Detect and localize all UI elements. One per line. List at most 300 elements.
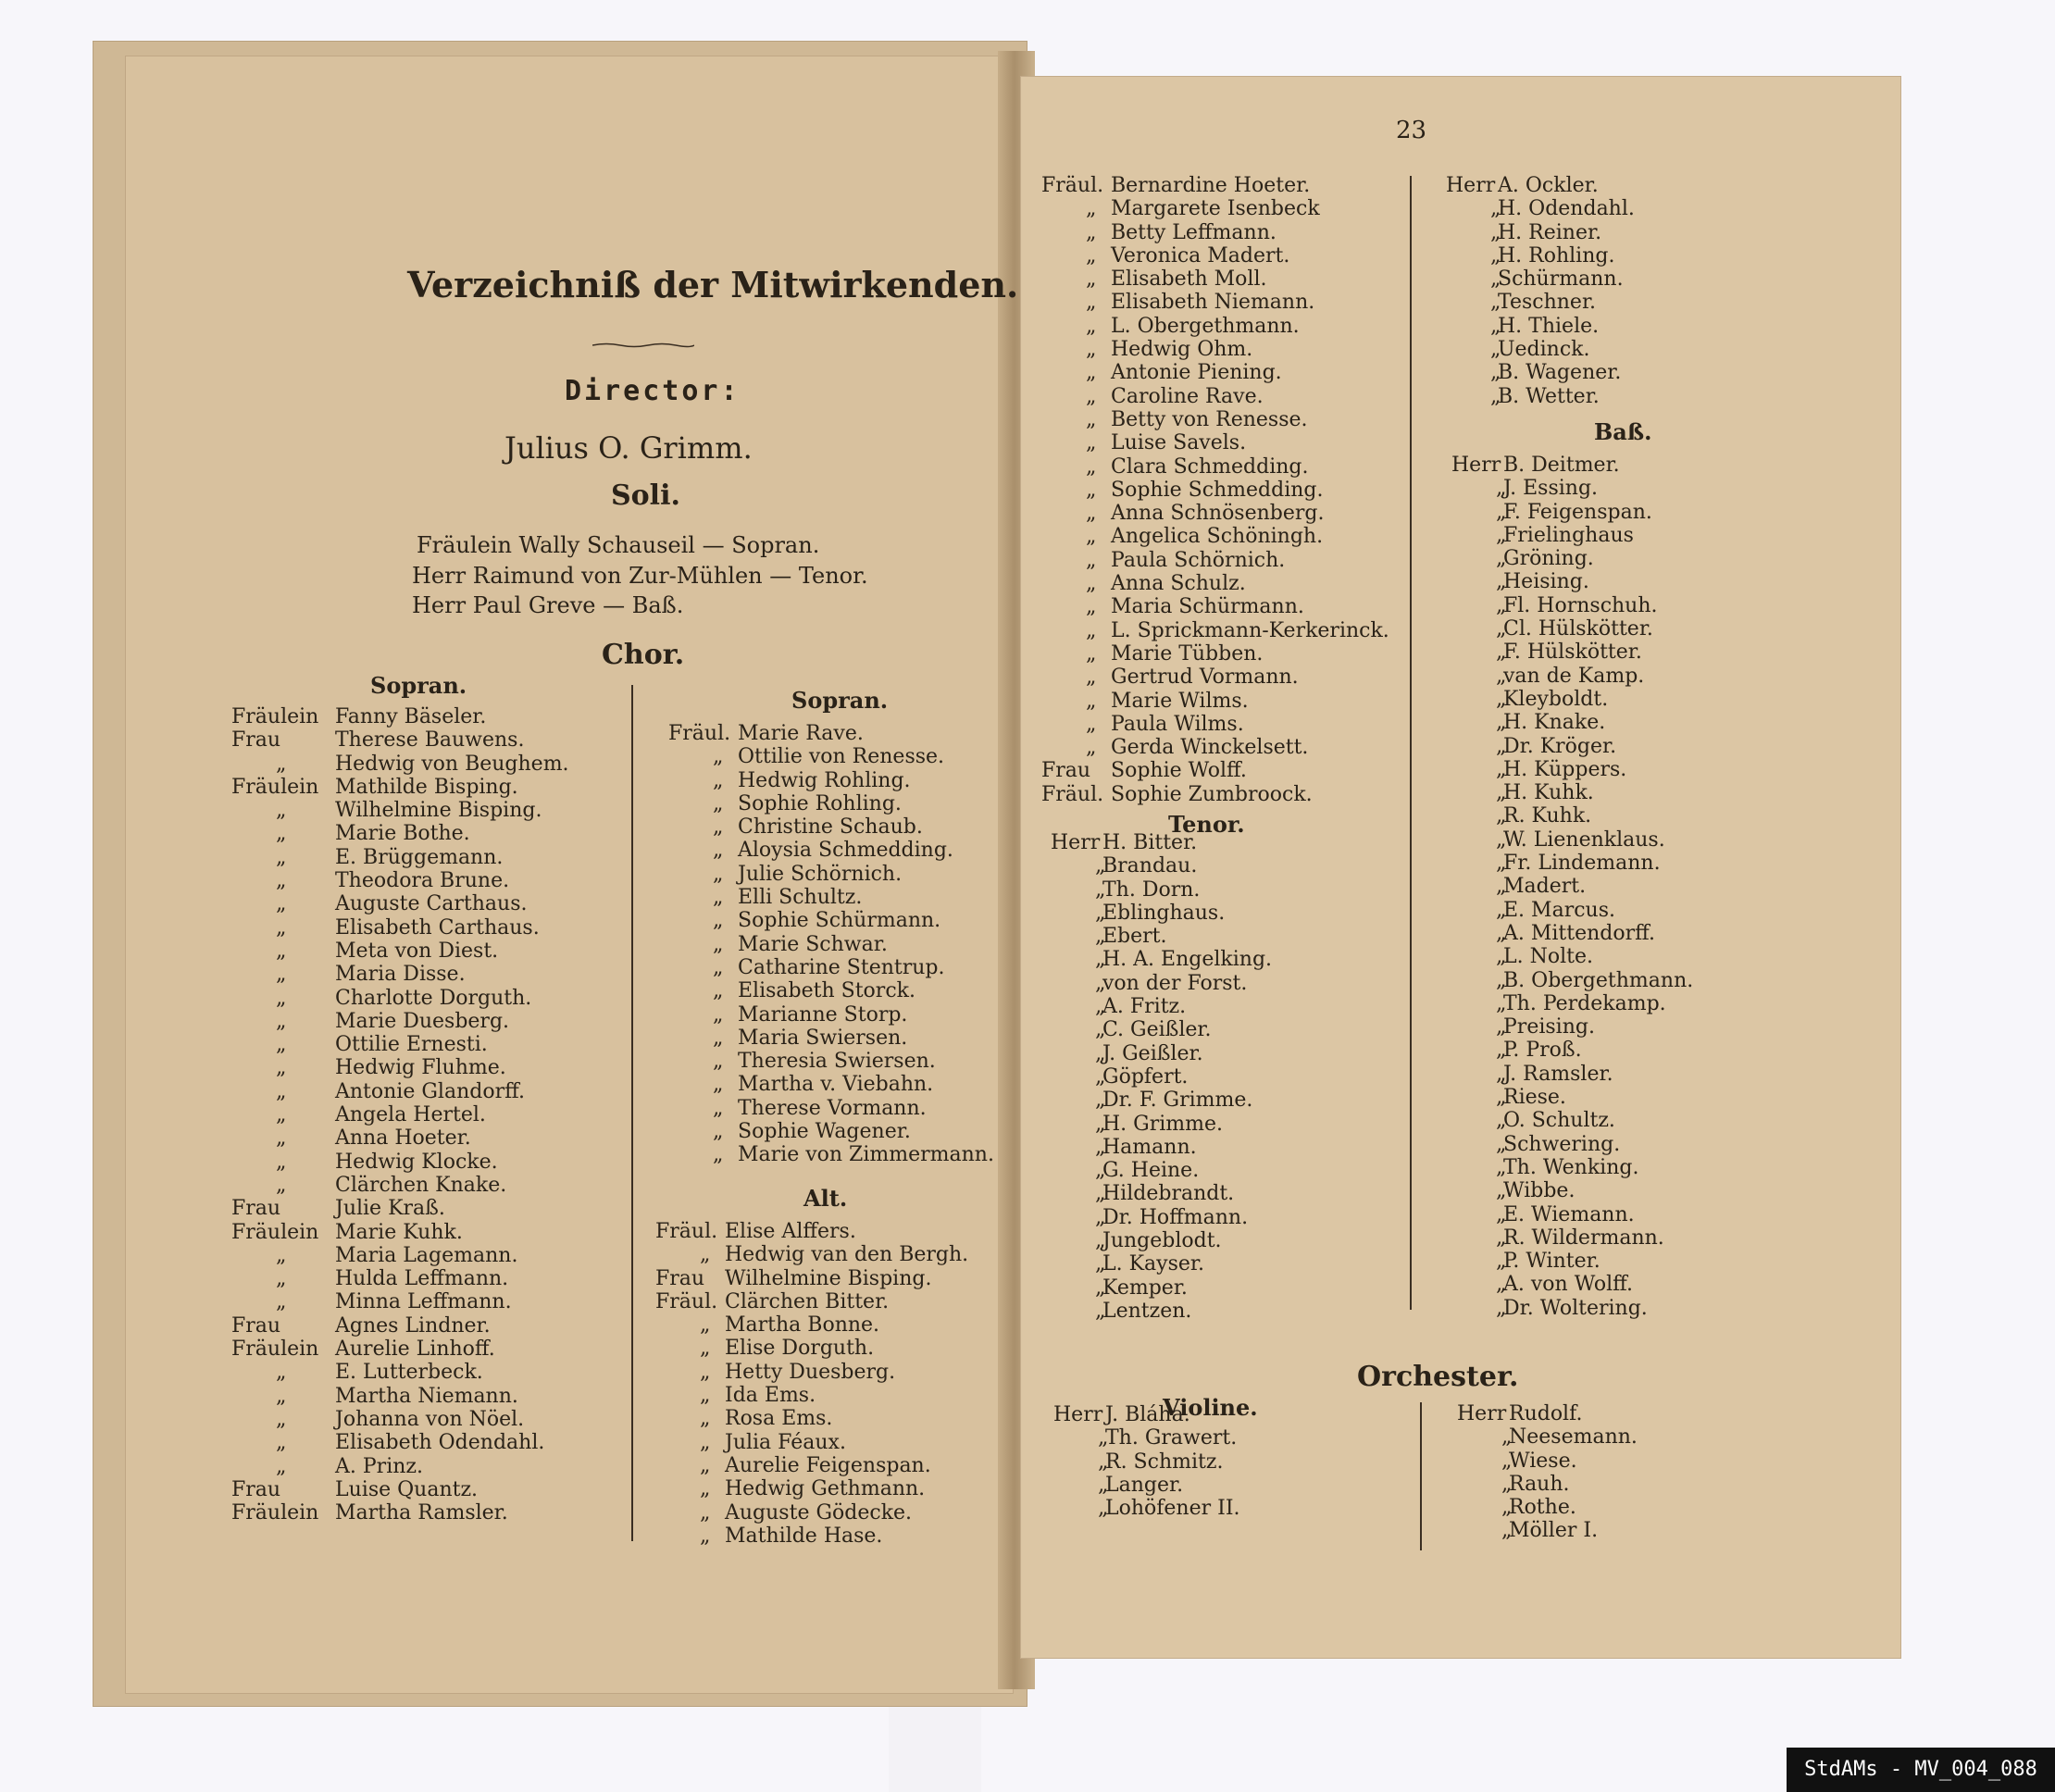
- list-item: [231, 1033, 569, 1056]
- member-name: Caroline Rave.: [1111, 384, 1264, 408]
- member-name: H. Rohling.: [1498, 243, 1615, 268]
- member-name: Wiese.: [1509, 1449, 1577, 1473]
- member-name: Auguste Gödecke.: [725, 1500, 913, 1524]
- sopran-list-2: [668, 722, 994, 1167]
- list-item: [1041, 174, 1389, 197]
- title-prefix: „: [1501, 1519, 1513, 1543]
- list-item: [668, 1003, 994, 1027]
- list-item: [231, 987, 569, 1010]
- member-name: H. Grimme.: [1102, 1112, 1224, 1136]
- list-item: [231, 1361, 569, 1384]
- title-prefix: „: [1496, 757, 1507, 781]
- alt-list-continued: [1041, 174, 1389, 806]
- list-item: [1051, 1206, 1272, 1229]
- title-prefix: „: [1095, 1064, 1106, 1089]
- soli-heading: Soli.: [611, 479, 680, 512]
- list-item: [1051, 1252, 1272, 1276]
- list-item: [668, 1143, 994, 1166]
- member-name: Marianne Storp.: [738, 1002, 908, 1027]
- list-item: [668, 863, 994, 886]
- title-prefix: Fräul.: [1041, 174, 1104, 197]
- title-prefix: „: [1490, 291, 1501, 315]
- title-prefix: „: [276, 869, 287, 893]
- list-item: [231, 1056, 569, 1079]
- list-item: [655, 1524, 968, 1548]
- list-item: [1051, 1089, 1272, 1112]
- violine-list-continued: [1457, 1402, 1638, 1543]
- title-prefix: „: [1086, 220, 1097, 244]
- violine-list: [1053, 1403, 1240, 1520]
- list-item: [1446, 338, 1635, 361]
- title-prefix: „: [276, 845, 287, 869]
- member-name: Julia Féaux.: [725, 1430, 846, 1454]
- list-item: [1446, 291, 1635, 314]
- list-item: [1457, 1425, 1638, 1449]
- member-name: Ida Ems.: [725, 1384, 816, 1408]
- list-item: [655, 1337, 968, 1360]
- member-name: Charlotte Dorguth.: [335, 986, 532, 1010]
- title-prefix: „: [1496, 523, 1507, 547]
- list-item: [1446, 315, 1635, 338]
- list-item: [231, 892, 569, 915]
- member-name: Th. Grawert.: [1105, 1426, 1238, 1450]
- list-item: [1451, 617, 1693, 641]
- list-item: [1446, 385, 1635, 408]
- list-item: [1451, 1086, 1693, 1109]
- list-item: [231, 1126, 569, 1150]
- title-prefix: „: [1496, 1132, 1507, 1156]
- list-item: [1053, 1450, 1240, 1474]
- member-name: von der Forst.: [1102, 971, 1248, 995]
- title-prefix: „: [276, 986, 287, 1010]
- list-item: [1051, 1276, 1272, 1300]
- member-name: E. Wiemann.: [1503, 1202, 1635, 1226]
- alt-heading: Alt.: [803, 1185, 848, 1212]
- list-item: [1446, 268, 1635, 291]
- list-item: [1451, 1179, 1693, 1202]
- member-name: Fr. Lindemann.: [1503, 852, 1661, 876]
- list-item: [668, 909, 994, 932]
- member-name: E. Brüggemann.: [335, 845, 504, 869]
- member-name: Martha Niemann.: [335, 1384, 518, 1408]
- list-item: [1041, 759, 1389, 782]
- title-prefix: „: [713, 862, 724, 886]
- page-title: Verzeichniß der Mitwirkenden.: [407, 264, 1019, 305]
- list-item: [1041, 408, 1389, 431]
- member-name: Marie Tübben.: [1111, 641, 1264, 666]
- member-name: F. Feigenspan.: [1503, 500, 1652, 524]
- list-item: [231, 940, 569, 963]
- violine-heading: Violine.: [1163, 1394, 1258, 1421]
- list-item: [668, 933, 994, 956]
- title-prefix: „: [1086, 689, 1097, 713]
- title-prefix: „: [276, 1361, 287, 1385]
- member-name: Hetty Duesberg.: [725, 1360, 896, 1384]
- title-prefix: „: [276, 1126, 287, 1151]
- title-prefix: „: [1496, 1015, 1507, 1039]
- list-item: [1051, 1159, 1272, 1182]
- title-prefix: „: [1098, 1426, 1109, 1450]
- member-name: Marie Kuhk.: [335, 1220, 463, 1244]
- list-item: [668, 1120, 994, 1143]
- list-item: [231, 776, 569, 799]
- title-prefix: „: [1496, 547, 1507, 571]
- member-name: Elli Schultz.: [738, 886, 863, 910]
- list-item: [1041, 268, 1389, 291]
- list-item: [1041, 690, 1389, 713]
- member-name: R. Kuhk.: [1503, 804, 1592, 828]
- list-item: [1457, 1496, 1638, 1519]
- list-item: [1051, 854, 1272, 877]
- member-name: Riese.: [1503, 1086, 1566, 1110]
- list-item: [1041, 291, 1389, 314]
- title-prefix: „: [700, 1407, 711, 1431]
- title-prefix: „: [1496, 1109, 1507, 1133]
- member-name: H. Bitter.: [1102, 831, 1198, 854]
- list-item: [1041, 525, 1389, 548]
- title-prefix: „: [713, 1120, 724, 1144]
- list-item: [1053, 1426, 1240, 1450]
- member-name: Jungeblodt.: [1102, 1229, 1222, 1253]
- title-prefix: „: [1086, 548, 1097, 572]
- member-name: Heising.: [1503, 570, 1589, 594]
- title-prefix: „: [1496, 711, 1507, 735]
- title-prefix: „: [1086, 431, 1097, 455]
- title-prefix: Frau: [231, 1313, 281, 1338]
- title-prefix: „: [276, 963, 287, 987]
- title-prefix: „: [1095, 1205, 1106, 1229]
- title-prefix: Herr: [1457, 1402, 1507, 1425]
- member-name: Luise Quantz.: [335, 1477, 479, 1501]
- member-name: Marie Schwar.: [738, 932, 888, 956]
- member-name: Th. Perdekamp.: [1503, 991, 1666, 1015]
- list-item: [231, 1408, 569, 1431]
- member-name: E. Marcus.: [1503, 898, 1615, 922]
- list-item: [231, 1151, 569, 1174]
- title-prefix: Frau: [655, 1266, 705, 1290]
- list-item: [1451, 547, 1693, 570]
- title-prefix: „: [1095, 854, 1106, 878]
- member-name: Theresia Swiersen.: [738, 1050, 936, 1074]
- title-prefix: „: [276, 1431, 287, 1455]
- member-name: Lentzen.: [1102, 1299, 1192, 1323]
- title-prefix: „: [1086, 525, 1097, 549]
- list-item: [1051, 1229, 1272, 1252]
- title-prefix: „: [276, 1173, 287, 1197]
- member-name: Sophie Zumbroock.: [1111, 782, 1313, 806]
- list-item: [1451, 852, 1693, 875]
- title-prefix: „: [1095, 901, 1106, 925]
- list-item: [655, 1313, 968, 1337]
- member-name: Ottilie Ernesti.: [335, 1033, 488, 1057]
- list-item: [1451, 1297, 1693, 1320]
- list-item: [1053, 1497, 1240, 1520]
- member-name: Kleyboldt.: [1503, 687, 1609, 711]
- member-name: Rosa Ems.: [725, 1407, 833, 1431]
- member-name: Elisabeth Carthaus.: [335, 915, 540, 940]
- list-item: [1041, 572, 1389, 595]
- title-prefix: „: [700, 1524, 711, 1548]
- title-prefix: „: [1086, 384, 1097, 408]
- member-name: Hamann.: [1102, 1135, 1197, 1159]
- list-item: [1446, 174, 1635, 197]
- member-name: R. Wildermann.: [1503, 1226, 1664, 1250]
- title-prefix: „: [713, 815, 724, 840]
- member-name: Marie Wilms.: [1111, 689, 1249, 713]
- list-item: [1051, 925, 1272, 948]
- list-item: [1451, 1063, 1693, 1086]
- title-prefix: „: [1490, 384, 1501, 408]
- title-prefix: „: [1086, 736, 1097, 760]
- list-item: [1451, 524, 1693, 547]
- member-name: Neesemann.: [1509, 1425, 1638, 1450]
- list-item: [1451, 454, 1693, 477]
- member-name: Kemper.: [1102, 1276, 1188, 1300]
- title-prefix: „: [1086, 572, 1097, 596]
- member-name: H. Knake.: [1503, 711, 1606, 735]
- title-prefix: „: [1496, 593, 1507, 617]
- director-name: Julius O. Grimm.: [504, 430, 753, 466]
- member-name: Mathilde Hase.: [725, 1524, 883, 1548]
- list-item: [231, 1455, 569, 1478]
- list-item: [1451, 945, 1693, 968]
- list-item: [1457, 1519, 1638, 1542]
- member-name: J. Bláha.: [1105, 1403, 1190, 1426]
- title-prefix: „: [713, 979, 724, 1003]
- list-item: [1041, 479, 1389, 502]
- list-item: [1451, 781, 1693, 804]
- member-name: Paula Wilms.: [1111, 712, 1244, 736]
- title-prefix: „: [1086, 666, 1097, 690]
- list-item: [1041, 713, 1389, 736]
- title-prefix: Herr: [1051, 831, 1101, 854]
- member-name: Rothe.: [1509, 1496, 1576, 1520]
- member-name: Schürmann.: [1498, 268, 1624, 292]
- list-item: [1457, 1473, 1638, 1496]
- member-name: Th. Dorn.: [1102, 877, 1201, 902]
- title-prefix: „: [1086, 361, 1097, 385]
- member-name: Marie Duesberg.: [335, 1009, 510, 1033]
- title-prefix: „: [1086, 197, 1097, 221]
- title-prefix: Fräul.: [655, 1220, 718, 1243]
- list-item: [1041, 361, 1389, 384]
- member-name: Elisabeth Storck.: [738, 979, 915, 1003]
- title-prefix: Herr: [1446, 174, 1496, 197]
- title-prefix: „: [1501, 1496, 1513, 1520]
- list-item: [655, 1220, 968, 1243]
- list-item: [231, 1010, 569, 1033]
- list-item: [1051, 1065, 1272, 1089]
- title-prefix: „: [700, 1384, 711, 1408]
- title-prefix: Fräulein: [231, 1220, 319, 1244]
- title-prefix: „: [1490, 361, 1501, 385]
- member-name: Maria Disse.: [335, 963, 466, 987]
- title-prefix: „: [1496, 945, 1507, 969]
- list-item: [1446, 197, 1635, 220]
- list-item: [1041, 595, 1389, 618]
- list-item: [1041, 197, 1389, 220]
- member-name: Martha v. Viebahn.: [738, 1073, 934, 1097]
- member-name: Elisabeth Moll.: [1111, 268, 1267, 292]
- title-prefix: „: [276, 1150, 287, 1174]
- member-name: L. Kayser.: [1102, 1252, 1204, 1276]
- member-name: Aurelie Linhoff.: [335, 1338, 495, 1362]
- member-name: O. Schultz.: [1503, 1109, 1615, 1133]
- list-item: [1051, 972, 1272, 995]
- member-name: Clärchen Bitter.: [725, 1289, 890, 1313]
- list-item: [668, 815, 994, 839]
- title-prefix: „: [1496, 664, 1507, 688]
- title-prefix: Frau: [1041, 759, 1091, 783]
- member-name: Clärchen Knake.: [335, 1173, 507, 1197]
- member-name: Fl. Hornschuh.: [1503, 593, 1658, 617]
- list-item: [1451, 1109, 1693, 1132]
- title-prefix: „: [1501, 1449, 1513, 1473]
- title-prefix: „: [1496, 734, 1507, 758]
- list-item: [1041, 338, 1389, 361]
- title-prefix: Fräul.: [1041, 782, 1104, 806]
- list-item: [231, 1338, 569, 1361]
- member-name: Anna Hoeter.: [335, 1126, 471, 1151]
- list-item: [668, 1050, 994, 1073]
- title-prefix: „: [276, 1384, 287, 1408]
- title-prefix: „: [1086, 454, 1097, 479]
- soli-line-1: Fräulein Wally Schauseil — Sopran.: [417, 532, 820, 558]
- member-name: Gertrud Vormann.: [1111, 666, 1299, 690]
- member-name: Hedwig Rohling.: [738, 768, 911, 792]
- title-prefix: „: [1490, 197, 1501, 221]
- list-item: [1451, 1015, 1693, 1039]
- member-name: J. Essing.: [1503, 477, 1599, 501]
- member-name: Dr. Kröger.: [1503, 734, 1617, 758]
- list-item: [1457, 1450, 1638, 1473]
- title-prefix: „: [1496, 1226, 1507, 1250]
- title-prefix: „: [1496, 1086, 1507, 1110]
- list-item: [231, 1314, 569, 1338]
- member-name: H. Reiner.: [1498, 220, 1602, 244]
- title-prefix: „: [276, 822, 287, 846]
- list-item: [1051, 878, 1272, 902]
- title-prefix: „: [1095, 1229, 1106, 1253]
- title-prefix: Fräulein: [231, 705, 319, 728]
- list-item: [655, 1384, 968, 1407]
- list-item: [668, 1097, 994, 1120]
- title-prefix: „: [1496, 875, 1507, 899]
- member-name: Dr. Hoffmann.: [1102, 1205, 1249, 1229]
- title-prefix: Fräul.: [668, 722, 731, 745]
- member-name: H. Kuhk.: [1503, 781, 1594, 805]
- tenor-list: [1051, 831, 1272, 1323]
- member-name: Sophie Wagener.: [738, 1120, 911, 1144]
- list-item: [668, 956, 994, 979]
- member-name: Theodora Brune.: [335, 869, 510, 893]
- title-prefix: „: [1496, 828, 1507, 852]
- list-item: [1451, 1226, 1693, 1250]
- member-name: Betty Leffmann.: [1111, 220, 1277, 244]
- member-name: G. Heine.: [1102, 1159, 1200, 1183]
- title-prefix: „: [1095, 1041, 1106, 1065]
- list-item: [668, 1073, 994, 1096]
- list-item: [231, 1244, 569, 1267]
- bass-list: [1451, 454, 1693, 1320]
- member-name: L. Obergethmann.: [1111, 314, 1300, 338]
- member-name: A. Mittendorff.: [1503, 921, 1655, 945]
- member-name: Martha Ramsler.: [335, 1501, 508, 1525]
- member-name: Betty von Renesse.: [1111, 407, 1308, 431]
- title-prefix: „: [700, 1477, 711, 1501]
- member-name: Clara Schmedding.: [1111, 454, 1309, 479]
- bass-heading: Baß.: [1594, 418, 1652, 445]
- member-name: Schwering.: [1503, 1132, 1621, 1156]
- member-name: Cl. Hülskötter.: [1503, 617, 1653, 641]
- title-prefix: „: [276, 1033, 287, 1057]
- title-prefix: „: [276, 892, 287, 916]
- member-name: A. Prinz.: [335, 1454, 423, 1478]
- list-item: [1451, 735, 1693, 758]
- list-item: [1041, 619, 1389, 642]
- list-item: [231, 1385, 569, 1408]
- list-item: [1051, 1136, 1272, 1159]
- title-prefix: „: [713, 1073, 724, 1097]
- list-item: [231, 799, 569, 822]
- title-prefix: „: [276, 1103, 287, 1127]
- list-item: [1041, 385, 1389, 408]
- list-item: [1051, 831, 1272, 854]
- list-item: [231, 728, 569, 752]
- alt-list: [655, 1220, 968, 1548]
- title-prefix: „: [276, 1454, 287, 1478]
- member-name: Anna Schnösenberg.: [1111, 502, 1325, 526]
- member-name: Ebert.: [1102, 925, 1167, 949]
- list-item: [655, 1290, 968, 1313]
- title-prefix: „: [1496, 1296, 1507, 1320]
- title-prefix: Fräul.: [655, 1289, 718, 1313]
- title-prefix: „: [276, 1290, 287, 1314]
- list-item: [1051, 995, 1272, 1018]
- member-name: Catharine Stentrup.: [738, 955, 945, 979]
- member-name: Mathilde Bisping.: [335, 775, 518, 799]
- title-prefix: „: [1086, 338, 1097, 362]
- title-prefix: „: [1095, 1276, 1106, 1300]
- title-prefix: „: [1496, 991, 1507, 1015]
- title-prefix: „: [276, 799, 287, 823]
- member-name: Uedinck.: [1498, 338, 1590, 362]
- title-prefix: Herr: [1451, 454, 1501, 477]
- list-item: [1451, 992, 1693, 1015]
- list-item: [1451, 711, 1693, 734]
- title-prefix: „: [700, 1430, 711, 1454]
- list-item: [668, 979, 994, 1002]
- list-item: [1451, 665, 1693, 688]
- list-item: [1041, 783, 1389, 806]
- column-divider-right: [1410, 176, 1412, 1310]
- title-prefix: „: [276, 915, 287, 940]
- member-name: B. Obergethmann.: [1503, 968, 1694, 992]
- member-name: Paula Schörnich.: [1111, 548, 1286, 572]
- member-name: H. Odendahl.: [1498, 197, 1635, 221]
- list-item: [231, 822, 569, 845]
- title-prefix: Fräulein: [231, 775, 319, 799]
- column-divider-orchester: [1420, 1402, 1422, 1550]
- member-name: Antonie Piening.: [1111, 361, 1282, 385]
- member-name: Bernardine Hoeter.: [1111, 174, 1311, 197]
- member-name: Möller I.: [1509, 1519, 1599, 1543]
- title-prefix: „: [1496, 852, 1507, 876]
- member-name: Margarete Isenbeck: [1111, 197, 1320, 221]
- list-item: [1446, 361, 1635, 384]
- title-prefix: „: [276, 752, 287, 776]
- title-prefix: „: [713, 1002, 724, 1027]
